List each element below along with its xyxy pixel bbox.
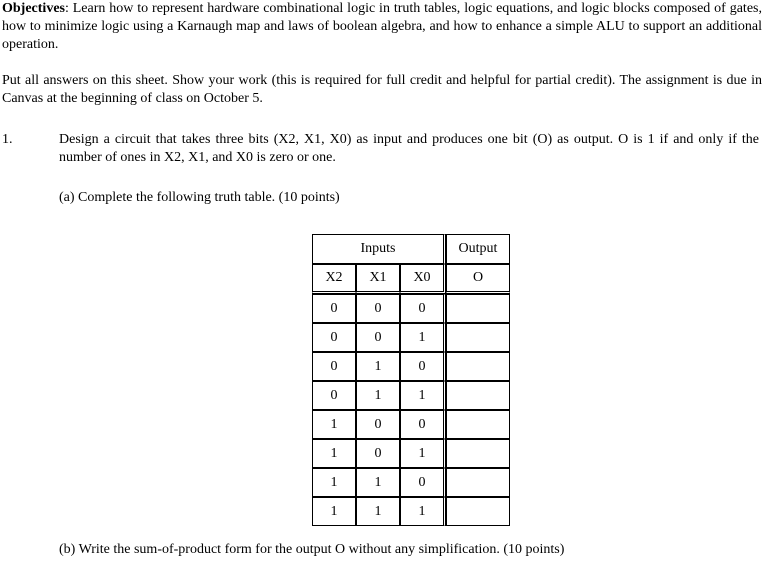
input-cell: 0 bbox=[400, 352, 446, 381]
input-cell: 1 bbox=[312, 468, 356, 497]
column-header-x2: X2 bbox=[312, 264, 356, 294]
truth-table bbox=[312, 234, 510, 526]
input-cell: 1 bbox=[356, 381, 400, 410]
output-answer-cell[interactable] bbox=[446, 294, 510, 323]
input-cell: 0 bbox=[356, 294, 400, 323]
column-header-x1: X1 bbox=[356, 264, 400, 294]
part-b-prompt: (b) Write the sum-of-product form for the output O without any simplification. (10 points) bbox=[59, 542, 565, 557]
column-header-x0: X0 bbox=[400, 264, 446, 294]
question-number: 1. bbox=[2, 132, 13, 147]
output-answer-cell[interactable] bbox=[446, 381, 510, 410]
input-cell: 0 bbox=[312, 381, 356, 410]
input-cell: 1 bbox=[356, 352, 400, 381]
question-text: Design a circuit that takes three bits (X2, X1, X0) as input and produces one bit (O) as output. O is 1 if and only if the number of ones in X2, X1, and X0 is zero or one. bbox=[59, 132, 759, 165]
table-row bbox=[312, 468, 510, 497]
table-row bbox=[312, 294, 510, 323]
objectives-paragraph bbox=[2, 0, 762, 54]
table-row bbox=[312, 439, 510, 468]
output-answer-cell[interactable] bbox=[446, 497, 510, 526]
input-cell: 1 bbox=[400, 323, 446, 352]
input-cell: 1 bbox=[312, 410, 356, 439]
input-cell: 0 bbox=[356, 323, 400, 352]
input-cell: 0 bbox=[312, 323, 356, 352]
input-cell: 0 bbox=[400, 294, 446, 323]
input-cell: 1 bbox=[312, 497, 356, 526]
table-row bbox=[312, 352, 510, 381]
input-cell: 1 bbox=[400, 497, 446, 526]
input-cell: 1 bbox=[400, 381, 446, 410]
output-answer-cell[interactable] bbox=[446, 352, 510, 381]
input-cell: 0 bbox=[356, 410, 400, 439]
output-group-header: Output bbox=[446, 234, 510, 264]
inputs-group-header: Inputs bbox=[312, 234, 446, 264]
input-cell: 1 bbox=[356, 468, 400, 497]
objectives-text: : Learn how to represent hardware combinational logic in truth tables, logic equations, and logic blocks composed of gates, how to minimize logic using a Karnaugh map and laws of boolean algebra, and how to enhance a simple ALU to support an additional operation. bbox=[2, 1, 762, 52]
column-header-o: O bbox=[446, 264, 510, 294]
input-cell: 1 bbox=[400, 439, 446, 468]
input-cell: 0 bbox=[312, 352, 356, 381]
part-a-prompt: (a) Complete the following truth table. (10 points) bbox=[59, 190, 340, 205]
input-cell: 0 bbox=[356, 439, 400, 468]
input-cell: 0 bbox=[400, 410, 446, 439]
table-row bbox=[312, 323, 510, 352]
output-answer-cell[interactable] bbox=[446, 439, 510, 468]
input-cell: 0 bbox=[400, 468, 446, 497]
table-row bbox=[312, 410, 510, 439]
output-answer-cell[interactable] bbox=[446, 468, 510, 497]
output-answer-cell[interactable] bbox=[446, 410, 510, 439]
input-cell: 1 bbox=[356, 497, 400, 526]
output-answer-cell[interactable] bbox=[446, 323, 510, 352]
objectives-label: Objectives bbox=[2, 1, 65, 16]
input-cell: 0 bbox=[312, 294, 356, 323]
instructions-paragraph: Put all answers on this sheet. Show your work (this is required for full credit and helpful for partial credit). The assignment is due in Canvas at the beginning of class on October 5. bbox=[2, 73, 762, 106]
table-row bbox=[312, 381, 510, 410]
input-cell: 1 bbox=[312, 439, 356, 468]
table-row bbox=[312, 497, 510, 526]
